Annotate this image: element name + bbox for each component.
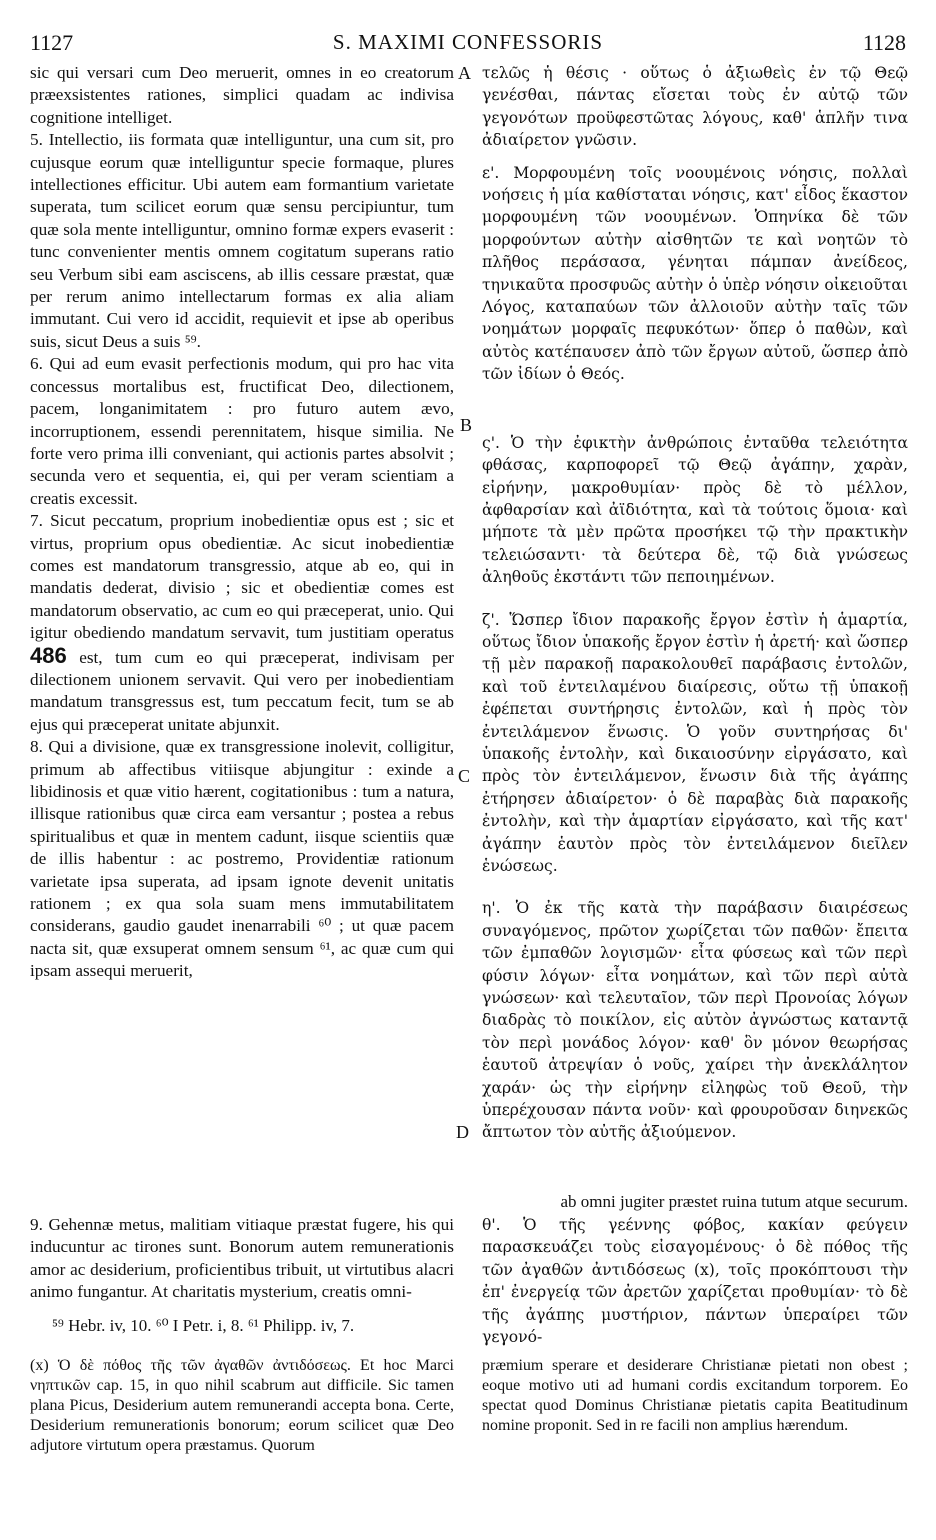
- editor-note-right: præmium sperare et desiderare Christianæ pietati non obest ; eoque motivo uti ad humani cordis excitandum torporem. Eo spectat quod Dominus Christianæ pietatis capita Beatitudinum nomine proponit. Sed in re facili non amplius hærendum.: [482, 1357, 908, 1434]
- latin-paragraph-4-end: sic qui versari cum Deo meruerit, omnes in eo creatorum præexsistentes rationes, simplici quadam ac indivisa cognitione intelliget.: [30, 63, 454, 127]
- latin-paragraph-7: [30, 510, 454, 736]
- section-marker-c: C: [458, 766, 471, 786]
- greek-column-lower: [482, 1214, 908, 1368]
- section-marker-d: D: [456, 1122, 469, 1142]
- greek-column: [482, 62, 908, 1148]
- latin-paragraph-9: 9. Gehennæ metus, malitiam vitiaque præstat fugere, his qui inducuntur ac tirones sunt. Bonorum autem remunerationis amor ac desiderium, proficientibus tribuit, ut virtutibus alacri animo fungantur. At charitatis mysterium, creatis omni-: [30, 1215, 454, 1302]
- latin-column-lower: [30, 1214, 454, 1304]
- section-marker-b: B: [460, 415, 473, 435]
- scripture-footnotes: ⁵⁹ Hebr. iv, 10. ⁶⁰ I Petr. i, 8. ⁶¹ Philipp. iv, 7.: [52, 1316, 355, 1335]
- latin-paragraph-7-part-2: est, tum cum eo qui præceperat, indivisam per dilectionem unionem servavit. Qui vero per inobedientiam mandatum transgressus est, tum peccatum fecit, tum se ab ejus qui præceperat unitate abjunxit.: [30, 647, 454, 734]
- latin-paragraph-7-part-1: 7. Sicut peccatum, proprium inobedientiæ opus est ; sic et virtus, proprium opus obedientiæ. Ac sicut inobedientiæ comes est mandatorum transgressio, atque ab eo, qui in mandatis dederat, divisio ; sic et obedientiæ comes est mandatorum observatio, ac cum eo qui præceperat, unio. Qui igitur obediendo mandatum servavit, tum justitiam operatus: [30, 511, 454, 643]
- greek-paragraph-4-end: τελῶς ἡ θέσις · οὕτως ὁ ἀξιωθεὶς ἐν τῷ Θεῷ γενέσθαι, πάντας εἴσεται τοὺς ἐν αὐτῷ τῶν γεγονότων προϋφεστῶτας λόγους, καθ' ἁπλῆν τινα ἀδιαίρετον γνῶσιν.: [482, 64, 908, 150]
- left-column-number: 1127: [30, 30, 74, 55]
- greek-paragraph-7: ζ'. Ὥσπερ ἴδιον παρακοῆς ἔργον ἐστὶν ἡ ἁμαρτία, οὕτως ἴδιον ὑπακοῆς ἔργον ἐστὶν ἡ ἀρετή· καὶ ὥσπερ τῇ μὲν παρακοῇ παρακολουθεῖ παράβασις ἐντολῶν, καὶ τοῦ ἐντειλαμένου διαίρεσις, οὕτω τῇ ὑπακοῇ ἐφέπεται συντήρησις ἐντολῶν, καὶ ἡ πρὸς τὸν ἐντειλάμενον ἕνωσις. Ὁ γοῦν συντηρήσας δι' ὑπακοῆς ἐντολὴν, καὶ δικαιοσύνην εἰργάσατο, καὶ πρὸς τὸν ἐντειλάμενον, ἕνωσιν διὰ τῆς ἀγάπης ἐτήρησεν ἀδιαίρετον· ὁ δὲ παραβὰς διὰ παρακοῆς ἐντολὴν, καὶ τὴν ἁμαρτίαν εἰργάσατο, καὶ τῆς κατ' ἀγάπην ἑαυτὸν πρὸς τὸν ἐντειλάμενον διεῖλεν ἑνώσεως.: [482, 610, 908, 875]
- page-header: [30, 30, 906, 60]
- latin-column: [30, 62, 454, 983]
- editor-note-left: (x) Ὁ δὲ πόθος τῆς τῶν ἀγαθῶν ἀντιδόσεως. Et hoc Marci νηπτικῶν cap. 15, in quo nihil scabrum aut difficile. Sic tamen plana Picus, Desiderium autem remunerandi accepta bona. Certe, Desiderium remunerationis bonorum; eorum scilicet quæ Deo adjutore virtutum opera præstamus. Quorum: [30, 1357, 454, 1454]
- latin-paragraph-8-final-line: ab omni jugiter præstet ruina tutum atque securum.: [560, 1192, 908, 1211]
- greek-paragraph-6: ς'. Ὁ τὴν ἐφικτὴν ἀνθρώποις ἐνταῦθα τελειότητα φθάσας, καρποφορεῖ τῷ Θεῷ ἀγάπην, χαρὰν, εἰρήνην, μακροθυμίαν· πρὸς δὲ τὸ μέλλον, ἀφθαρσίαν καὶ ἀϊδιότητα, καὶ τὰ τούτοις ὅμοια· καὶ μήποτε τὰ μὲν πρῶτα προσήκει τῷ τὴν πρακτικὴν τελειώσαντι· τὰ δεύτερα δὲ, τῷ διὰ γνώσεως ἀληθοῦς ἐκστάντι τῶν πεποιημένων.: [482, 433, 908, 587]
- latin-paragraph-8: 8. Qui a divisione, quæ ex transgressione inolevit, colligitur, primum ab affectibus vitiisque abjungitur : exinde a libidinosis et quæ vitio hærent, cogitationibus : tum a natura, illisque rationibus quæ circa eam versantur ; postea a rebus spiritualibus et quæ in mentem cadunt, iisque scientiis quæ de illis habentur : ac postremo, Providentiæ rationum varietate ipsa superata, ad ipsam ignote devenit unitatis rationem ; ex qua sola suam mens immutabilitatem considerans, gaudio gaudet inenarrabili ⁶⁰ ; ut quæ pacem nacta sit, quæ exsuperat omnem sensum ⁶¹, ac quæ cum qui ipsam assequi meruerit,: [30, 737, 454, 981]
- greek-paragraph-9: θ'. Ὁ τῆς γεέννης φόβος, κακίαν φεύγειν παρασκευάζει τοὺς εἰσαγομένους· ὁ δὲ πόθος τῆς τῶν ἀγαθῶν ἀντιδόσεως (x), τοῖς προκόπτουσι τὴν ἐπ' ἐνεργείᾳ τῶν ἀρετῶν χαρίζεται προθυμίαν· τὸ δὲ τῆς ἀγάπης μυστήριον, πάντων ὑπεραίρει τῶν γεγονό-: [482, 1216, 908, 1347]
- greek-paragraph-5: ε'. Μορφουμένη τοῖς νοουμένοις νόησις, πολλαὶ νοήσεις ἡ μία καθίσταται νόησις, κατ' εἶδος ἕκαστον μορφουμένη τῶν νοουμένων. Ὁπηνίκα δὲ τῶν μορφούντων αὐτὴν αἰσθητῶν τε καὶ νοητῶν τὸ πλῆθος περάσασα, γένηται πάμπαν ἀνείδεος, τηνικαῦτα προσφυῶς αὐτὴν ὁ ὑπὲρ νόησιν οἰκειοῦται Λόγος, καταπαύων τῶν ἀλλοιοῦν αὐτὴν ταῖς τῶν νοημάτων μορφαῖς πεφυκότων· ὅπερ ὁ παθὼν, καὶ αὐτὸς κατέπαυσεν ἀπὸ τῶν ἔργων αὐτοῦ, ὥσπερ ἀπὸ τῶν ἰδίων ὁ Θεός.: [482, 163, 908, 384]
- column-reference-number: 486: [30, 642, 67, 668]
- running-title: S. MAXIMI CONFESSORIS: [332, 30, 604, 54]
- right-column-number: 1128: [862, 30, 906, 55]
- latin-paragraph-6: 6. Qui ad eum evasit perfectionis modum, qui pro hac vita concessus mortalibus est, fructificat Deo, dilectionem, pacem, longanimitatem : pro futuro autem ævo, incorruptionem, essendi perennitatem, hisque similia. Ne forte vero prima illi conveniant, qui actionis partes absolvit ; secunda vero et sequentia, ei, qui per veram scientiam a creatis excessit.: [30, 354, 454, 508]
- greek-paragraph-8: η'. Ὁ ἐκ τῆς κατὰ τὴν παράβασιν διαιρέσεως συναγόμενος, πρῶτον χωρίζεται τῶν παθῶν· ἔπειτα τῶν ἐμπαθῶν λογισμῶν· εἶτα φύσεως καὶ τῶν περὶ φύσιν λόγων· εἶτα νοημάτων, καὶ τῶν περὶ αὐτὰ γνώσεων· καὶ τελευταῖον, τῶν περὶ Προνοίας λόγων διαδρὰς τὸ ποικίλον, εἰς αὐτὸν ἀγνώστως καταντᾷ τὸν περὶ μονάδος λόγον· καθ' ὃν μόνον θεωρήσας ἑαυτοῦ ἀτρεψίαν ὁ νοῦς, χαίρει τὴν ἀνεκλάλητον χαράν· ὡς τὴν εἰρήνην εἰληφὼς τοῦ Θεοῦ, τὴν ὑπερέχουσαν πάντα νοῦν· καὶ φρουροῦσαν διηνεκῶς ἄπτωτον τὸν αὐτῆς ἀξιούμενον.: [482, 899, 908, 1142]
- latin-paragraph-5: 5. Intellectio, iis formata quæ intelliguntur, una cum sit, pro cujusque eorum quæ intelliguntur specie formaque, plures intellectiones efficitur. Ubi autem eam formantium varietate superata, tum scilicet eorum quæ sensu percipiuntur, tum quæ sola mente intelliguntur, omnino formæ expers evaserit : tunc convenienter mentis omnem cogitatum superans ratio seu Verbum sibi eam asciscens, ab illis cessare præstat, quæ per rerum animo intellectarum formas ex alia aliam immutant. Cui vero id accidit, requievit et ipse ab operibus suis, sicut Deus a suis ⁵⁹.: [30, 130, 454, 351]
- section-marker-a: A: [458, 63, 471, 83]
